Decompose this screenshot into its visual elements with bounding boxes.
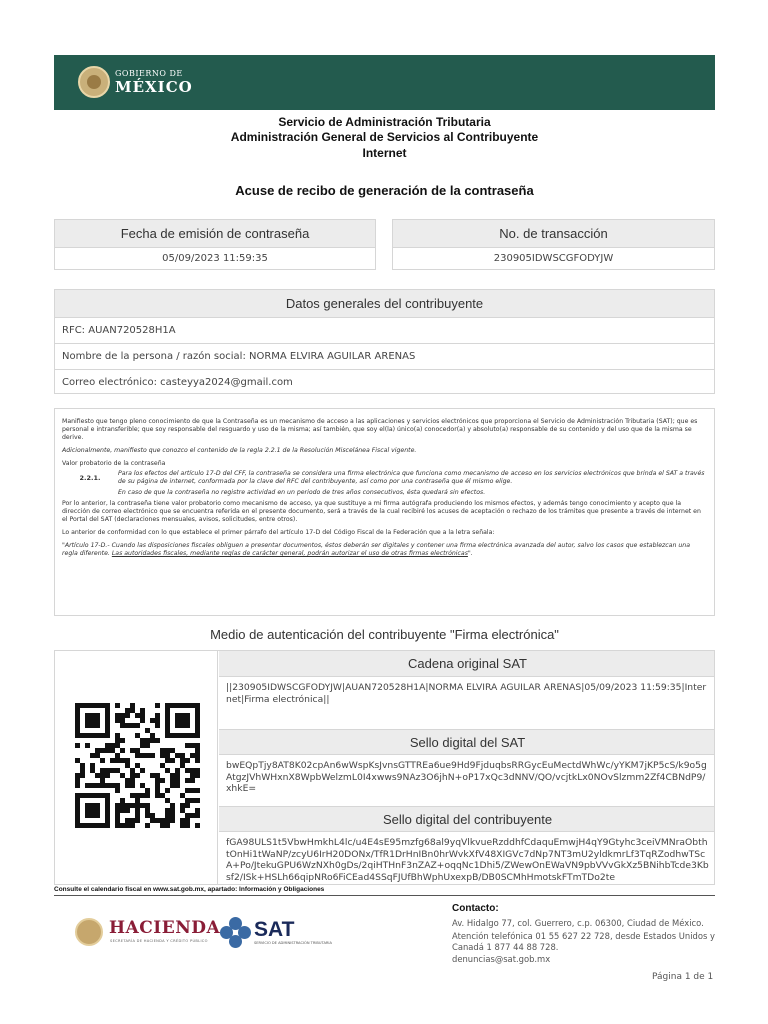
legal-quote-underlined: Las autoridades fiscales, mediante reglas de carácter general, podrán autorizar el uso de otras firmas electrónicas — [111, 550, 468, 557]
hacienda-logo-text: HACIENDA — [109, 918, 221, 938]
legal-quote — [62, 542, 707, 558]
auth-method-title: Medio de autenticación del contribuyente "Firma electrónica" — [210, 627, 559, 642]
rule-text-1: Para los efectos del artículo 17-D del CFF, la contraseña se considera una firma electrónica que funciona como mecanismo de acceso en los servicios electrónicos que brinda el SAT a través de su página de internet, conformada por la clave del RFC del contribuyente, así como por una contraseña que él mismo elige. — [118, 470, 705, 485]
name-row: Nombre de la persona / razón social: NORMA ELVIRA AGUILAR ARENAS — [55, 344, 714, 370]
contact-email[interactable]: denuncias@sat.gob.mx — [452, 954, 551, 964]
contact-phone: Atención telefónica 01 55 627 22 728, desde Estados Unidos y Canadá 1 877 44 88 728. — [452, 931, 715, 952]
sat-logo-subtitle: SERVICIO DE ADMINISTRACIÓN TRIBUTARIA — [254, 941, 332, 945]
contact-heading: Contacto: — [452, 903, 499, 914]
hacienda-seal-icon — [75, 918, 103, 946]
rfc-row: RFC: AUAN720528H1A — [55, 318, 714, 344]
title-line-1: Servicio de Administración Tributaria — [278, 115, 491, 129]
legal-subtitle: Valor probatorio de la contraseña — [62, 460, 166, 467]
page-number: Página 1 de 1 — [652, 972, 714, 982]
legal-quote-a: "Artículo 17-D.- Cuando las disposiciones fiscales obliguen a presentar documentos, éstos deberán ser digitales y contener una firma electrónica avanzada del autor, salvo los casos que establezcan una regla diferente. — [62, 542, 690, 557]
taxpayer-data-box — [54, 289, 715, 394]
taxpayer-data-title: Datos generales del contribuyente — [55, 290, 714, 318]
issue-date-label: Fecha de emisión de contraseña — [55, 220, 375, 248]
qr-cell — [55, 651, 218, 885]
original-chain-section — [219, 651, 715, 710]
sat-logo-icon — [220, 917, 252, 949]
footer-divider — [54, 895, 715, 896]
sat-logo-dot — [229, 935, 242, 948]
sat-seal-value: bwEQpTjy8AT8K02cpAn6wWspKsJvnsGTTREa6ue9Hd9FjduqbsRRGycEuMectdWhWc/yYKM7jKP5cS/k9o5gAtgzJVhWHxnX8WpbWelzmL0I4xwws9NAz3O6jhN+oP17xQc3dNNV/QO/vcjtkLx0NOvSlzmm2Zf4CBNdP9/xhkE= — [226, 760, 707, 794]
rule-text — [118, 470, 707, 497]
transaction-label: No. de transacción — [393, 220, 714, 248]
legal-quote-c: ". — [467, 550, 473, 557]
issue-date-value: 05/09/2023 11:59:35 — [162, 253, 268, 264]
mexico-coat-of-arms-icon — [78, 66, 110, 98]
contact-address: Av. Hidalgo 77, col. Guerrero, c.p. 06300, Ciudad de México. — [452, 918, 704, 928]
rule-block — [62, 470, 707, 497]
sat-logo-text: SAT — [254, 918, 295, 941]
sat-seal-title: Sello digital del SAT — [219, 729, 715, 755]
legal-paragraph: Adicionalmente, manifiesto que conozco el contenido de la regla 2.2.1 de la Resolución Miscelánea Fiscal vigente. — [62, 447, 417, 454]
sat-seal-section — [219, 729, 715, 800]
acknowledgment-title: Acuse de recibo de generación de la contraseña — [235, 183, 534, 198]
auth-box — [54, 650, 715, 885]
legal-declaration-box — [54, 408, 715, 616]
rule-text-2: En caso de que la contraseña no registre actividad en un periodo de tres años consecutivos, ésta quedará sin efectos. — [118, 489, 486, 496]
issue-date-box — [54, 219, 376, 270]
original-chain-title: Cadena original SAT — [219, 651, 715, 677]
taxpayer-seal-value: fGA98ULS1t5VbwHmkhL4lc/u4E4sE95mzfg68al9yqVlkvueRzddhfCdaquEmwjH4qY9Gtyhc3ceiVMNraObthtOnHi1tWaNP/zcyU6IrH20DONx/TfR1DrHnIBn0hrWvkXfV48XIGVc7dNp7NT3mU2yldkmrLf3TqRZodhwTScA+Po/JtekuGPU6WzNXh0gDs/2qiHTHnF3nZAZ+oqqNc1Dhi5/ZWewOnEWaVN9pbVVvGkXz5BNihbTcde3Kbsf2/ISk+HSLh66qipNRo6FiCEad4SSqFJUfBhWphUxexpB/DB0SCMhHmotskFTmTDo2te — [226, 837, 709, 883]
title-line-3: Internet — [362, 146, 407, 160]
fiscal-calendar-note: Consulte el calendario fiscal en www.sat.gob.mx, apartado: Información y Obligaciones — [54, 886, 325, 893]
gov-label-big: MÉXICO — [115, 78, 193, 96]
taxpayer-seal-section — [219, 806, 715, 885]
legal-paragraph: Lo anterior de conformidad con lo que establece el primer párrafo del artículo 17-D del Código Fiscal de la Federación que a la letra señala: — [62, 529, 495, 536]
title-line-2: Administración General de Servicios al Contribuyente — [230, 130, 539, 144]
email-row: Correo electrónico: casteyya2024@gmail.com — [62, 377, 293, 388]
hacienda-logo-subtitle: SECRETARÍA DE HACIENDA Y CRÉDITO PÚBLICO — [110, 939, 208, 943]
qr-code-icon — [75, 703, 200, 828]
gov-label-small: GOBIERNO DE — [115, 69, 183, 78]
transaction-box — [392, 219, 715, 270]
taxpayer-seal-title: Sello digital del contribuyente — [219, 806, 715, 832]
transaction-value: 230905IDWSCGFODYJW — [493, 253, 614, 264]
legal-paragraph: Manifiesto que tengo pleno conocimiento de que la Contraseña es un mecanismo de acceso a las aplicaciones y servicios electrónicos que proporciona el Servicio de Administración Tributaria (SAT); que es personal e intransferible; que soy responsable del resguardo y uso de la misma; así también, que soy el(la) único(a) conocedor(a) y absoluto(a) responsable de su contenido y del uso que de la misma se derive. — [62, 418, 698, 441]
legal-paragraph: Por lo anterior, la contraseña tiene valor probatorio como mecanismo de acceso, ya que sustituye a mi firma autógrafa produciendo los mismos efectos, y además tengo conocimiento y acepto que la dirección de correo electrónico que se encuentra referida en el presente documento, será a través de la cual recibiré los acuses de aceptación o rechazo de los trámites que presente a través de internet en el Portal del SAT (declaraciones mensuales, avisos, solicitudes, entre otros). — [62, 500, 701, 523]
rule-number: 2.2.1. — [79, 474, 101, 482]
original-chain-value: ||230905IDWSCGFODYJW|AUAN720528H1A|NORMA ELVIRA AGUILAR ARENAS|05/09/2023 11:59:35|Internet|Firma electrónica|| — [226, 682, 707, 705]
